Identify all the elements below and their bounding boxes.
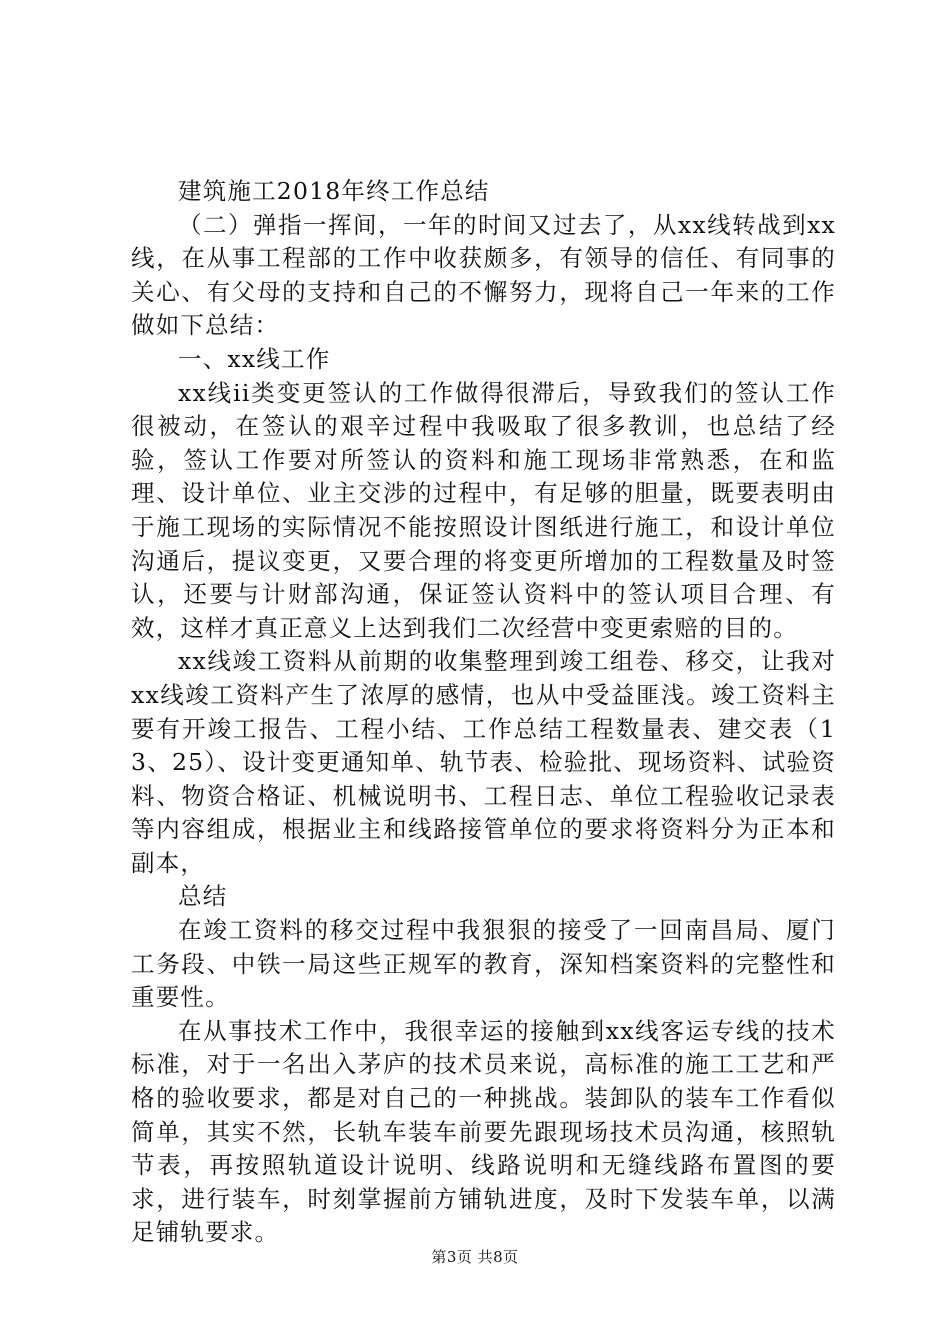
body-paragraph: 在从事技术工作中，我很幸运的接触到xx线客运专线的技术标准，对于一名出入茅庐的技术员来说，高标准的施工工艺和严格的验收要求，都是对自己的一种挑战。装卸队的装车工作看似简单，其实不然，长轨车装车前要先跟现场技术员沟通，核照轨节表，再按照轨道设计说明、线路说明和无缝线路布置图的要求，进行装车，时刻掌握前方铺轨进度，及时下发装车单，以满足铺轨要求。 [131, 1016, 836, 1247]
document-title: 建筑施工2018年终工作总结 [178, 177, 490, 205]
intro-paragraph: （二）弹指一挥间，一年的时间又过去了，从xx线转战到xx线，在从事工程部的工作中收获颇多，有领导的信任、有同事的关心、有父母的支持和自己的不懈努力，现将自己一年来的工作做如下总结： [131, 210, 836, 340]
body-paragraph: xx线竣工资料从前期的收集整理到竣工组卷、移交，让我对xx线竣工资料产生了浓厚的感情，也从中受益匪浅。竣工资料主要有开竣工报告、工程小结、工作总结工程数量表、建交表（13、25）、设计变更通知单、轨节表、检验批、现场资料、试验资料、物资合格证、机械说明书、工程日志、单位工程验收记录表等内容组成，根据业主和线路接管单位的要求将资料分为正本和副本， [131, 647, 836, 877]
document-body [131, 175, 836, 1250]
page-number-footer: 第3页 共8页 [431, 1248, 519, 1266]
section-heading: 一、xx线工作 [178, 344, 331, 373]
body-paragraph: 在竣工资料的移交过程中我狠狠的接受了一回南昌局、厦门工务段、中铁一局这些正规军的教育，深知档案资料的完整性和重要性。 [131, 916, 836, 1012]
body-paragraph: xx线ii类变更签认的工作做得很滞后，导致我们的签认工作很被动，在签认的艰辛过程中我吸取了很多教训，也总结了经验，签认工作要对所签认的资料和施工现场非常熟悉，在和监理、设计单位、业主交涉的过程中，有足够的胆量，既要表明由于施工现场的实际情况不能按照设计图纸进行施工，和设计单位沟通后，提议变更，又要合理的将变更所增加的工程数量及时签认，还要与计财部沟通，保证签认资料中的签认项目合理、有效，这样才真正意义上达到我们二次经营中变更索赔的目的。 [131, 378, 836, 642]
summary-heading: 总结 [178, 882, 228, 911]
